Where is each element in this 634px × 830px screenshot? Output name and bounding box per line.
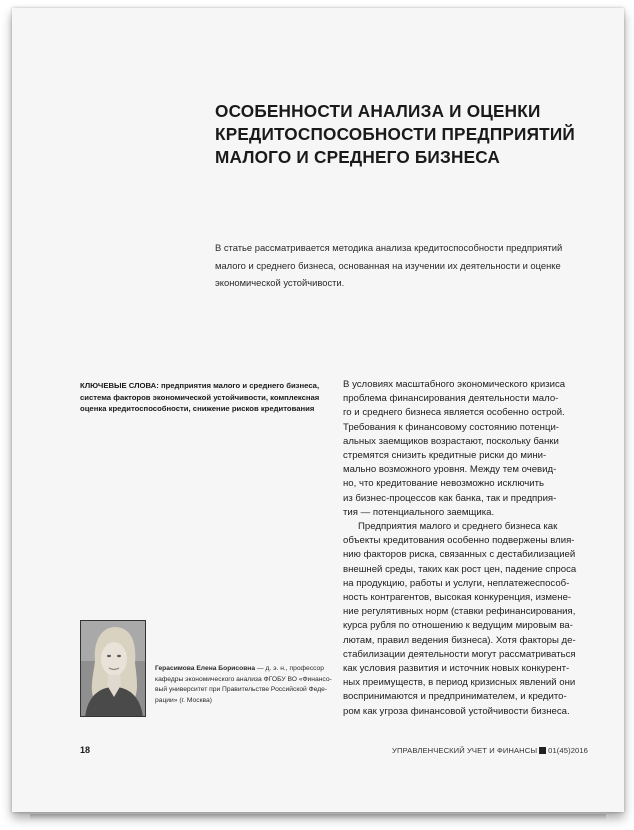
body-line: нию факторов риска, связанных с дестабилизацией: [343, 549, 576, 561]
body-line: курса рубля по отношению к ведущим мировым ва-: [343, 620, 573, 632]
page-number: 18: [80, 745, 91, 755]
square-bullet-icon: [539, 747, 546, 754]
body-line: внешней среды, таких как рост цен, падение спроса: [343, 563, 577, 575]
body-line: лютам, правил ведения бизнеса). Хотя факторы де-: [343, 634, 576, 646]
body-line: стабилизации деятельности могут рассматриваться: [343, 648, 576, 660]
body-line: Предприятия малого и среднего бизнеса как: [358, 521, 558, 533]
author-line: вый университет при Правительстве Российской Феде-: [155, 686, 328, 693]
journal-issue: 01(45)2016: [548, 746, 588, 755]
author-line: рации» (г. Москва): [155, 696, 212, 704]
title-line: МАЛОГО И СРЕДНЕГО БИЗНЕСА: [215, 147, 501, 167]
body-line: ром как угроза финансовой устойчивости бизнеса.: [343, 705, 570, 717]
abstract-line: экономической устойчивости.: [215, 277, 345, 288]
body-line: тия — потенциального заемщика.: [343, 506, 495, 518]
body-line: воспринимаются и предпринимателем, и кредито-: [343, 691, 567, 703]
body-line: ние регулятивных норм (ставки рефинансирования,: [343, 606, 576, 618]
body-line: проблема финансирования деятельности мало-: [343, 393, 559, 405]
body-line: го и среднего бизнеса является особенно острой.: [343, 407, 565, 419]
journal-name: УПРАВЛЕНЧЕСКИЙ УЧЕТ И ФИНАНСЫ: [392, 746, 538, 755]
body-line: стремятся снизить кредитные риски до мини-: [343, 450, 547, 462]
body-line: как условия развития и источник новых конкурент-: [343, 663, 570, 675]
keywords-label: КЛЮЧЕВЫЕ СЛОВА:: [80, 381, 159, 390]
author-photo: [80, 620, 146, 717]
author-line: кафедры экономического анализа ФГОБУ ВО «Финансо-: [155, 675, 332, 683]
keywords-line: система факторов экономической устойчивости, комплексная: [80, 392, 320, 402]
article-title: [215, 100, 595, 169]
keywords-block: [80, 380, 320, 415]
title-line: ОСОБЕННОСТИ АНАЛИЗА И ОЦЕНКИ: [215, 101, 541, 121]
author-portrait-image: [81, 621, 146, 717]
keywords-line: оценка кредитоспособности, снижение рисков кредитования: [80, 404, 315, 414]
body-line: Требования к финансовому состоянию потенци-: [343, 421, 559, 433]
body-line: ных преимуществ, в период кризисных явлений они: [343, 677, 576, 689]
abstract-line: малого и среднего бизнеса, основанная на изучении их деятельности и оценке: [215, 259, 561, 271]
body-line: из бизнес-процессов как банка, так и предприя-: [343, 492, 557, 504]
body-line: на продукцию, работы и услуги, неплатежеспособ-: [343, 577, 570, 589]
journal-footer: [392, 746, 588, 755]
author-info: [155, 664, 335, 706]
body-line: ность контрагентов, высокая конкуренция, измене-: [343, 592, 572, 604]
title-line: КРЕДИТОСПОСОБНОСТИ ПРЕДПРИЯТИЙ: [215, 124, 575, 144]
body-line: В условиях масштабного экономического кризиса: [343, 379, 566, 390]
body-line: объекты кредитования особенно подвержены влия-: [343, 535, 575, 547]
body-line: но, что кредитование невозможно исключить: [343, 478, 545, 490]
body-line: альных заемщиков возрастают, поскольку банки: [343, 435, 559, 447]
author-line: — д. э. н., профессор: [255, 665, 324, 672]
page-shadow: [30, 814, 606, 820]
body-line: мально возможного уровня. Между тем очевид-: [343, 464, 557, 476]
author-name: Герасимова Елена Борисовна: [155, 665, 256, 672]
abstract-line: В статье рассматривается методика анализа кредитоспособности предприятий: [215, 242, 563, 253]
article-body: [343, 378, 588, 719]
keywords-line: предприятия малого и среднего бизнеса,: [160, 381, 320, 390]
article-abstract: [215, 239, 595, 292]
